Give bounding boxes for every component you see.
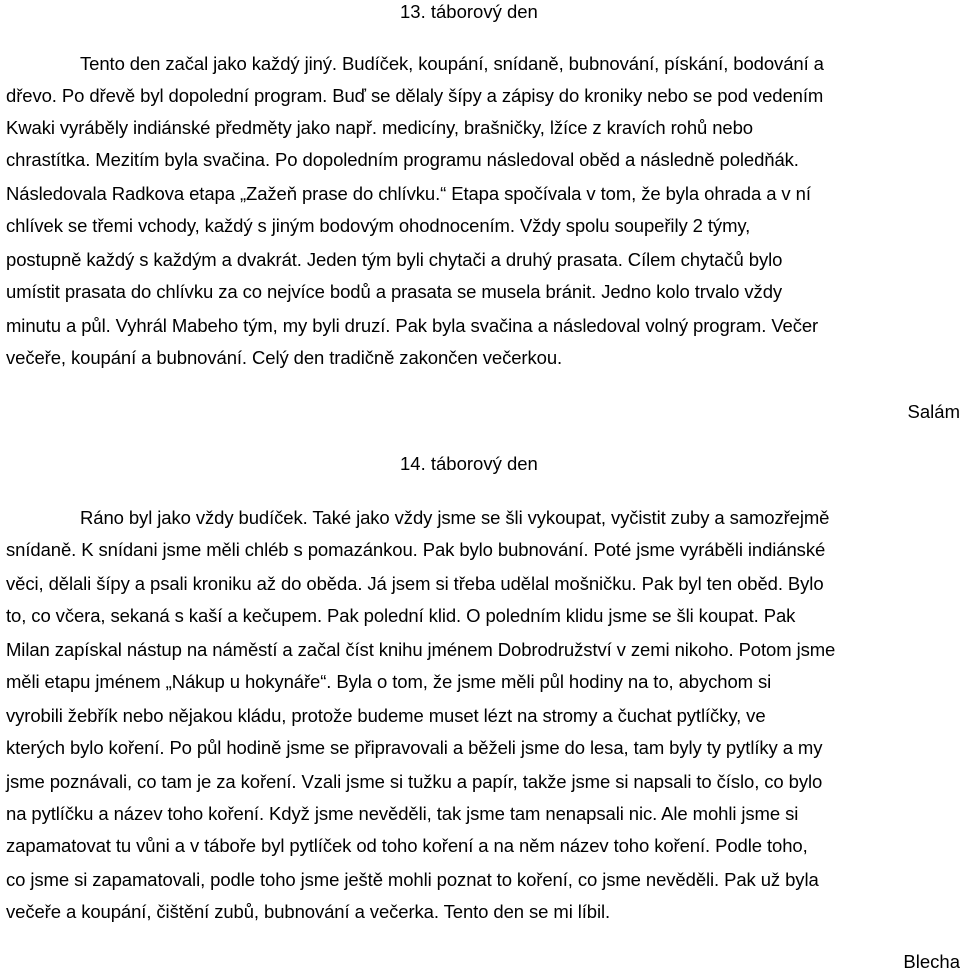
day14-line: zapamatovat tu vůni a v táboře byl pytlíček od toho koření a na něm název toho koření. Podle toho,: [6, 835, 808, 856]
day14-title: 14. táborový den: [400, 453, 538, 474]
day14-line: měli etapu jménem „Nákup u hokynáře“. Byla o tom, že jsme měli půl hodiny na to, abychom si: [6, 671, 772, 692]
day14-signature: Blecha: [903, 951, 960, 972]
day14-line: večeře a koupání, čištění zubů, bubnování a večerka. Tento den se mi líbil.: [6, 901, 611, 922]
day13-title: 13. táborový den: [400, 1, 538, 22]
day13-line: dřevo. Po dřevě byl dopolední program. Buď se dělaly šípy a zápisy do kroniky nebo se pod vedením: [6, 85, 824, 106]
day14-line: to, co včera, sekaná s kaší a kečupem. Pak polední klid. O poledním klidu jsme se šli koupat. Pak: [6, 605, 796, 626]
day13-line: večeře, koupání a bubnování. Celý den tradičně zakončen večerkou.: [6, 347, 563, 368]
day13-signature: Salám: [907, 401, 960, 422]
day13-line: postupně každý s každým a dvakrát. Jeden tým byli chytači a druhý prasata. Cílem chytačů bylo: [6, 249, 783, 270]
day14-line: snídaně. K snídani jsme měli chléb s pomazánkou. Pak bylo bubnování. Poté jsme vyráběli indiánské: [6, 539, 826, 560]
day13-line: minutu a půl. Vyhrál Mabeho tým, my byli druzí. Pak byla svačina a následoval volný program. Večer: [6, 315, 819, 336]
day14-line: co jsme si zapamatovali, podle toho jsme ještě mohli poznat to koření, co jsme nevěděli. Pak už byla: [6, 869, 819, 890]
day13-line: umístit prasata do chlívku za co nejvíce bodů a prasata se musela bránit. Jedno kolo trvalo vždy: [6, 281, 783, 302]
day13-line: Následovala Radkova etapa „Zažeň prase do chlívku.“ Etapa spočívala v tom, že byla ohrada a v ní: [6, 183, 811, 204]
day13-line: chrastítka. Mezitím byla svačina. Po dopoledním programu následoval oběd a následně poledňák.: [6, 149, 799, 170]
day14-line: Milan zapískal nástup na náměstí a začal číst knihu jménem Dobrodružství v zemi nikoho. Potom jsme: [6, 639, 836, 660]
day13-line: Kwaki vyráběly indiánské předměty jako např. medicíny, brašničky, lžíce z kravích rohů nebo: [6, 117, 753, 138]
day14-line: na pytlíčku a název toho koření. Když jsme nevěděli, tak jsme tam nenapsali nic. Ale mohli jsme si: [6, 803, 799, 824]
day14-line: kterých bylo koření. Po půl hodině jsme se připravovali a běželi jsme do lesa, tam byly ty pytlíky a my: [6, 737, 823, 758]
day13-line: Tento den začal jako každý jiný. Budíček, koupání, snídaně, bubnování, pískání, bodování a: [80, 53, 824, 74]
day14-line: Ráno byl jako vždy budíček. Také jako vždy jsme se šli vykoupat, vyčistit zuby a samozřejmě: [80, 507, 830, 528]
day14-line: vyrobili žebřík nebo nějakou kládu, protože budeme muset lézt na stromy a čuchat pytlíčky, ve: [6, 705, 766, 726]
day13-line: chlívek se třemi vchody, každý s jiným bodovým ohodnocením. Vždy spolu soupeřily 2 týmy,: [6, 215, 751, 236]
day14-line: jsme poznávali, co tam je za koření. Vzali jsme si tužku a papír, takže jsme si napsali to číslo, co bylo: [6, 771, 823, 792]
day14-line: věci, dělali šípy a psali kroniku až do oběda. Já jsem si třeba udělal mošničku. Pak byl ten oběd. Bylo: [6, 573, 824, 594]
